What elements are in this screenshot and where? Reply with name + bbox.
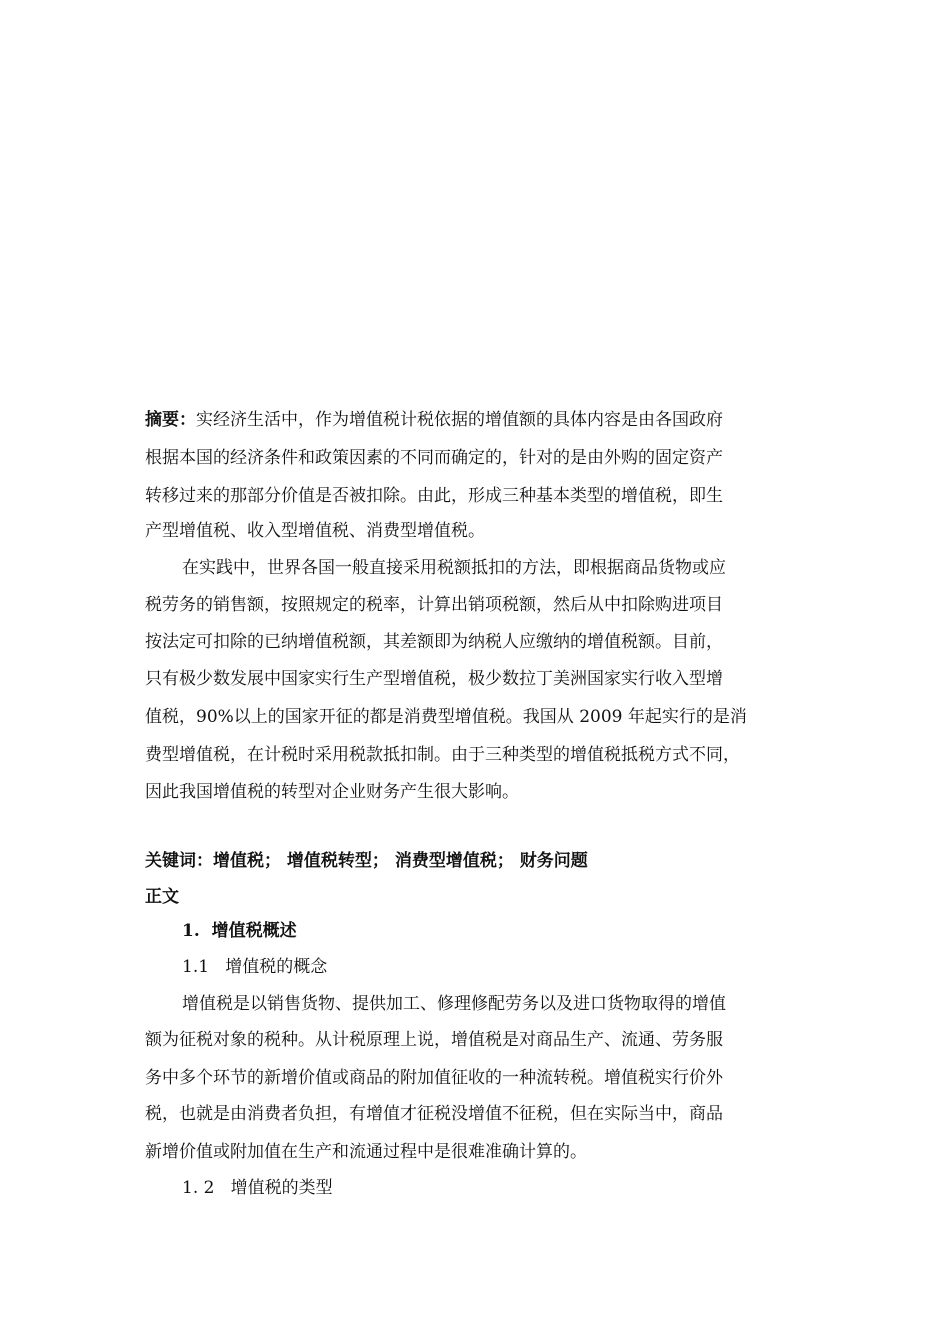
section-1-2-number: 1. 2 [182, 1178, 215, 1198]
section-1-1-title: 增值税的概念 [225, 957, 328, 977]
paragraph3-line-4: 税，也就是由消费者负担，有增值才征税没增值不征税，但在实际当中，商品 [145, 1104, 723, 1124]
abstract-label: 摘要： [145, 410, 196, 430]
abstract-line-1 [145, 409, 723, 431]
section-1-heading [182, 920, 297, 942]
keywords-items: 增值税； 增值税转型； 消费型增值税； 财务问题 [213, 851, 588, 871]
paragraph2-line-2: 税劳务的销售额，按照规定的税率，计算出销项税额，然后从中扣除购进项目 [145, 595, 723, 615]
paragraph2-line-5: 值税，90%以上的国家开征的都是消费型增值税。我国从 2009 年起实行的是消 [145, 707, 747, 727]
abstract-line-2: 根据本国的经济条件和政策因素的不同而确定的，针对的是由外购的固定资产 [145, 448, 723, 468]
paragraph3-line-1: 增值税是以销售货物、提供加工、修理修配劳务以及进口货物取得的增值 [182, 994, 726, 1014]
abstract-line-3: 转移过来的那部分价值是否被扣除。由此，形成三种基本类型的增值税，即生 [145, 486, 723, 506]
paragraph3-line-5: 新增价值或附加值在生产和流通过程中是很难准确计算的。 [145, 1142, 587, 1162]
keywords-line [145, 850, 588, 872]
section-1-2-title: 增值税的类型 [230, 1178, 333, 1198]
abstract-text-1: 实经济生活中，作为增值税计税依据的增值额的具体内容是由各国政府 [196, 410, 723, 430]
section-1-1-number: 1.1 [182, 957, 210, 977]
paragraph2-line-3: 按法定可扣除的已纳增值税额，其差额即为纳税人应缴纳的增值税额。目前， [145, 632, 723, 652]
section-1-1-heading [182, 956, 327, 978]
keywords-label: 关键词： [145, 851, 213, 871]
paragraph2-line-1: 在实践中，世界各国一般直接采用税额抵扣的方法，即根据商品货物或应 [182, 558, 726, 578]
section-1-number: 1. [182, 921, 200, 941]
paragraph2-line-7: 因此我国增值税的转型对企业财务产生很大影响。 [145, 782, 519, 802]
body-heading: 正文 [145, 887, 179, 907]
abstract-line-4: 产型增值税、收入型增值税、消费型增值税。 [145, 521, 485, 541]
section-1-title: 增值税概述 [211, 921, 297, 941]
paragraph2-line-6: 费型增值税，在计税时采用税款抵扣制。由于三种类型的增值税抵税方式不同， [145, 745, 740, 765]
paragraph3-line-2: 额为征税对象的税种。从计税原理上说，增值税是对商品生产、流通、劳务服 [145, 1030, 723, 1050]
paragraph2-line-4: 只有极少数发展中国家实行生产型增值税，极少数拉丁美洲国家实行收入型增 [145, 669, 723, 689]
section-1-2-heading [182, 1177, 333, 1199]
paragraph3-line-3: 务中多个环节的新增价值或商品的附加值征收的一种流转税。增值税实行价外 [145, 1068, 723, 1088]
